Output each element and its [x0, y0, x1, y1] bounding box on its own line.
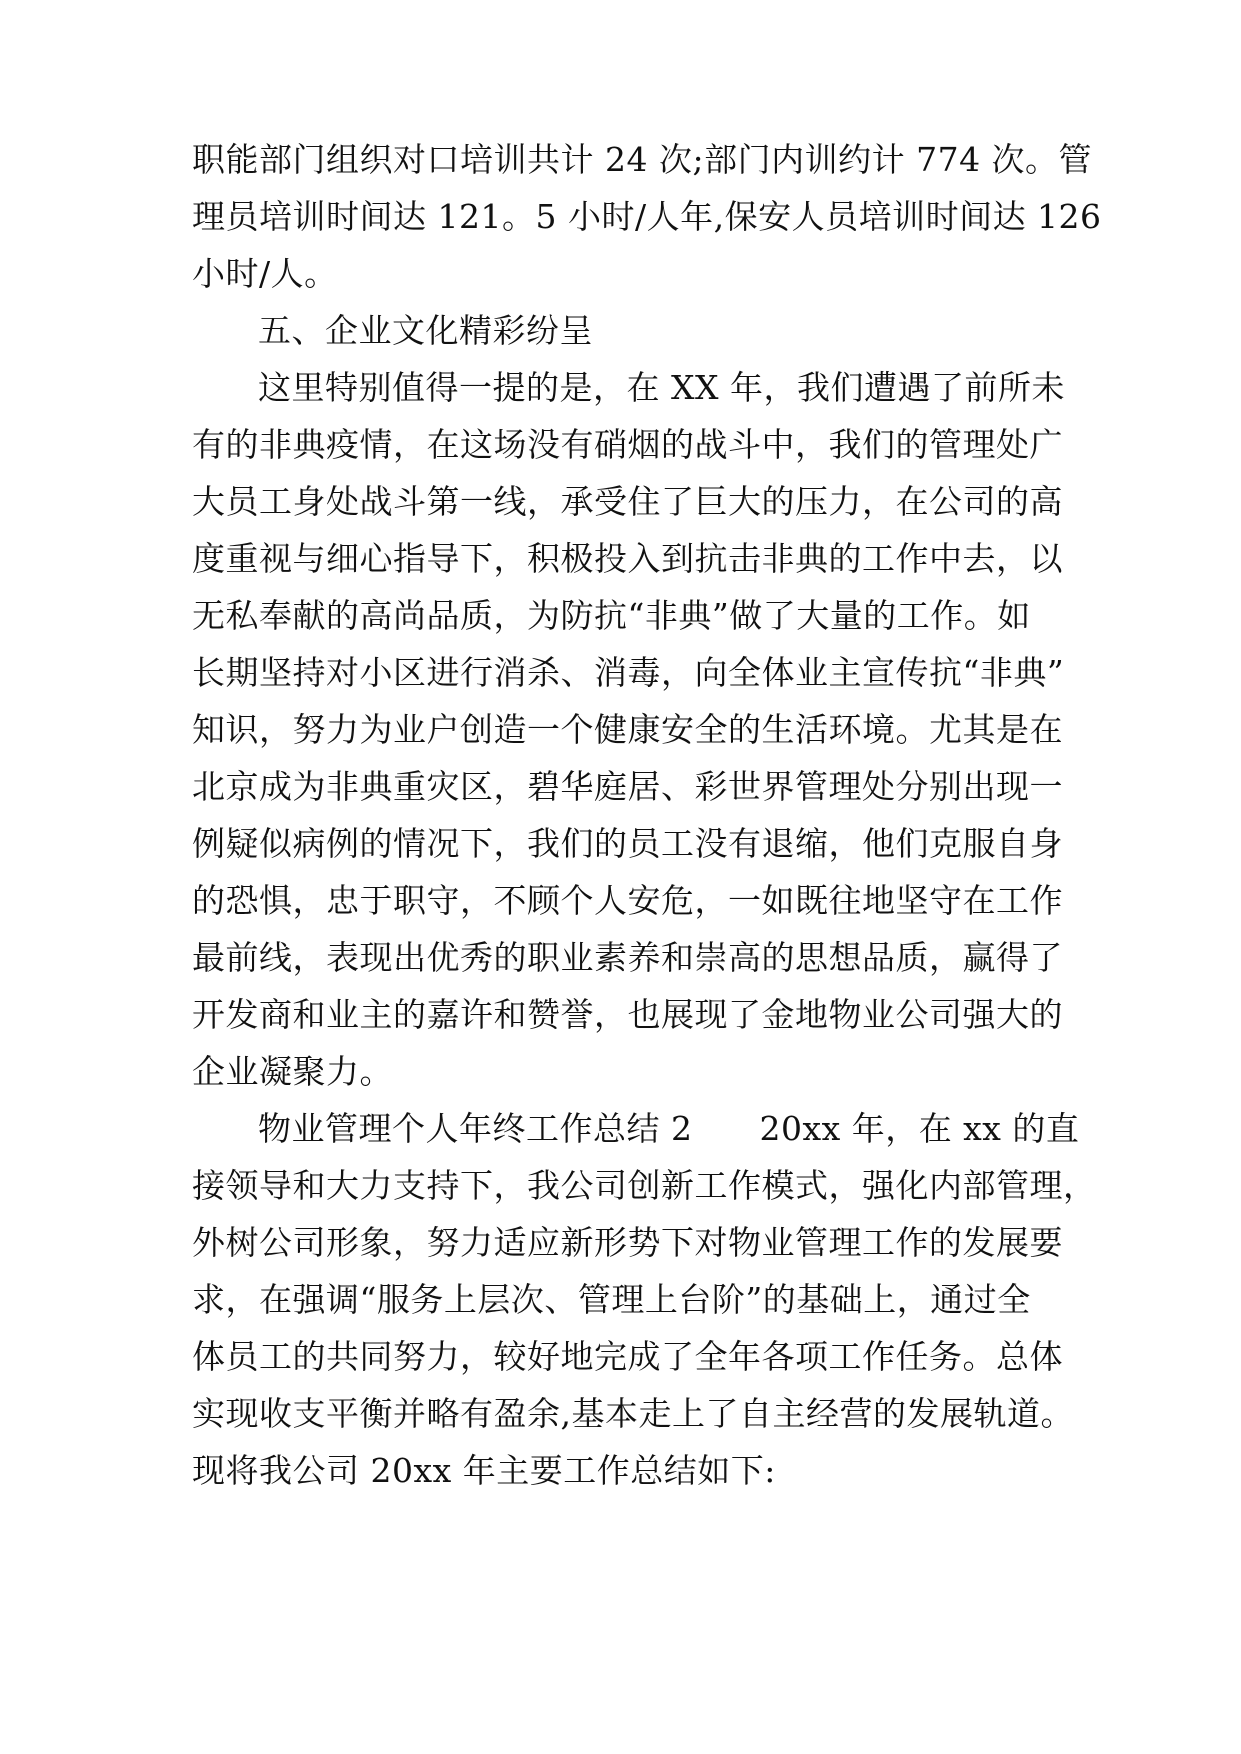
text-line: 现将我公司 20xx 年主要工作总结如下:: [192, 1451, 776, 1490]
text-line: 无私奉献的高尚品质，为防抗“非典”做了大量的工作。如: [192, 596, 1031, 635]
text-line: 例疑似病例的情况下，我们的员工没有退缩，他们克服自身: [192, 824, 1063, 863]
text-line: 长期坚持对小区进行消杀、消毒，向全体业主宣传抗“非典”: [192, 653, 1065, 692]
text-line: 大员工身处战斗第一线，承受住了巨大的压力，在公司的高: [192, 482, 1063, 521]
text-line: 开发商和业主的嘉许和赞誉，也展现了金地物业公司强大的: [192, 995, 1063, 1034]
text-line: 外树公司形象，努力适应新形势下对物业管理工作的发展要: [192, 1223, 1063, 1262]
text-line: 这里特别值得一提的是，在 XX 年，我们遭遇了前所未: [258, 368, 1065, 407]
text-line: 知识，努力为业户创造一个健康安全的生活环境。尤其是在: [192, 710, 1063, 749]
text-line: 职能部门组织对口培训共计 24 次;部门内训约计 774 次。管: [192, 140, 1093, 179]
text-line: 实现收支平衡并略有盈余,基本走上了自主经营的发展轨道。: [192, 1394, 1074, 1433]
section-heading: 五、企业文化精彩纷呈: [258, 311, 593, 350]
text-line: 求，在强调“服务上层次、管理上台阶”的基础上，通过全: [192, 1280, 1031, 1319]
text-line: 体员工的共同努力，较好地完成了全年各项工作任务。总体: [192, 1337, 1063, 1376]
text-line: 小时/人。: [192, 254, 338, 293]
text-line: 企业凝聚力。: [192, 1052, 393, 1091]
text-line: 度重视与细心指导下，积极投入到抗击非典的工作中去，以: [192, 539, 1063, 578]
text-line: 最前线，表现出优秀的职业素养和崇高的思想品质，赢得了: [192, 938, 1063, 977]
text-line: 接领导和大力支持下，我公司创新工作模式，强化内部管理，: [192, 1166, 1097, 1205]
text-line: 的恐惧，忠于职守，不顾个人安危，一如既往地坚守在工作: [192, 881, 1063, 920]
text-line: 有的非典疫情，在这场没有硝烟的战斗中，我们的管理处广: [192, 425, 1063, 464]
text-line: 理员培训时间达 121。5 小时/人年,保安人员培训时间达 126: [192, 197, 1102, 236]
text-line: 物业管理个人年终工作总结 2 20xx 年，在 xx 的直: [258, 1109, 1080, 1148]
text-line: 北京成为非典重灾区，碧华庭居、彩世界管理处分别出现一: [192, 767, 1063, 806]
